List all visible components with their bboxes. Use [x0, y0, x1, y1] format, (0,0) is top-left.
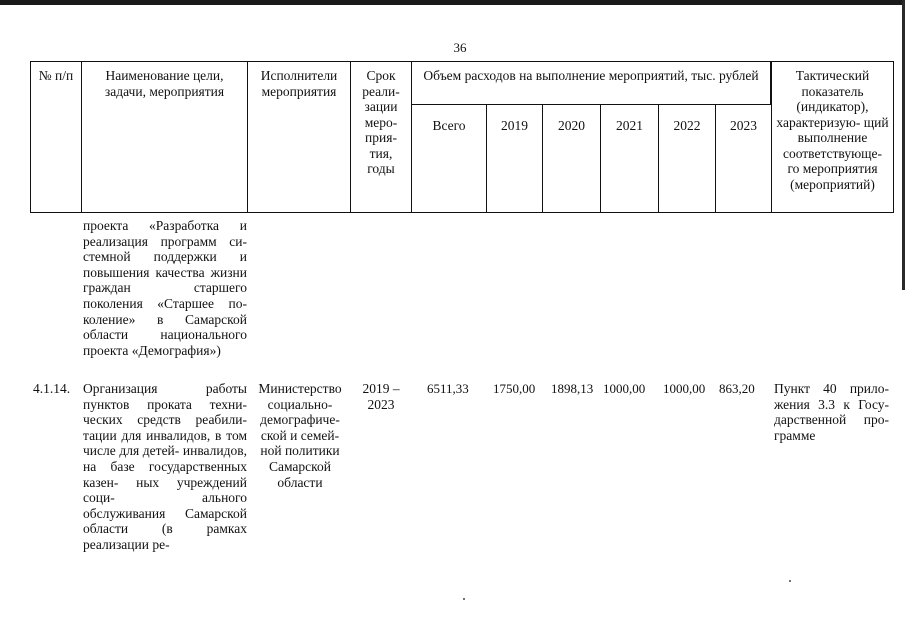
header-indicator: Тактический показатель (индикатор), характеризую- щий выполнение соответствующе- го мероприятия (мероприятий): [776, 68, 889, 192]
header-total: Всего: [432, 118, 466, 133]
row-2022: 1000,00: [663, 381, 706, 396]
top-border-line: [0, 0, 905, 5]
row-total: 6511,33: [427, 381, 469, 396]
continued-text: проекта «Разработка и реализация программ си- стемной поддержки и повышения качества жизни граждан старшего поколения «Старшее по- коление» в Самарской области национального проекта «Демография»): [83, 218, 247, 358]
header-year-2019: 2019: [501, 118, 528, 133]
page-number: 36: [453, 40, 467, 55]
row-indicator: Пункт 40 прило- жения 3.3 к Госу- дарственной про- грамме: [774, 381, 889, 443]
header-year-2020: 2020: [558, 118, 585, 133]
header-executors: Исполнители мероприятия: [260, 68, 338, 99]
header-indicator-cell: [771, 61, 894, 213]
header-num: № п/п: [38, 68, 74, 83]
row-name: Организация работы пунктов проката техни- ческих средств реабили- тации для инвалидов, в том числе для детей- инвалидов, на базе государственных казен- ных учреждений соци- ального обслуживания Самарской области (в рамках реализации ре-: [83, 381, 247, 552]
header-volume-cell: [411, 61, 771, 105]
header-num-cell: [30, 61, 82, 213]
header-year-2022-cell: [658, 104, 716, 213]
scan-speck: [789, 580, 791, 582]
header-year-2021: 2021: [616, 118, 643, 133]
header-total-cell: [411, 104, 487, 213]
header-year-2023-cell: [715, 104, 772, 213]
header-year-2019-cell: [486, 104, 543, 213]
header-name: Наименование цели, задачи, мероприятия: [104, 68, 225, 99]
scan-speck: [463, 598, 465, 600]
row-2021: 1000,00: [603, 381, 646, 396]
header-year-2020-cell: [542, 104, 601, 213]
header-year-2022: 2022: [673, 118, 701, 133]
header-term-cell: [350, 61, 412, 213]
row-2023: 863,20: [719, 381, 755, 396]
row-term: 2019 – 2023: [362, 381, 400, 412]
header-executors-cell: [247, 61, 351, 213]
row-executor: Министерство социально- демографиче- ской и семей- ной политики Самарской области: [258, 381, 342, 490]
table-header: [30, 61, 894, 213]
row-2019: 1750,00: [493, 381, 536, 396]
header-year-2021-cell: [600, 104, 659, 213]
header-volume: Объем расходов на выполнение мероприятий, тыс. рублей: [423, 68, 759, 83]
row-2020: 1898,13: [551, 381, 594, 396]
header-name-cell: [81, 61, 248, 213]
header-term: Срок реали- зации меро- прия- тия, годы: [362, 68, 400, 176]
row-number: 4.1.14.: [33, 381, 71, 396]
header-year-2023: 2023: [730, 118, 757, 133]
